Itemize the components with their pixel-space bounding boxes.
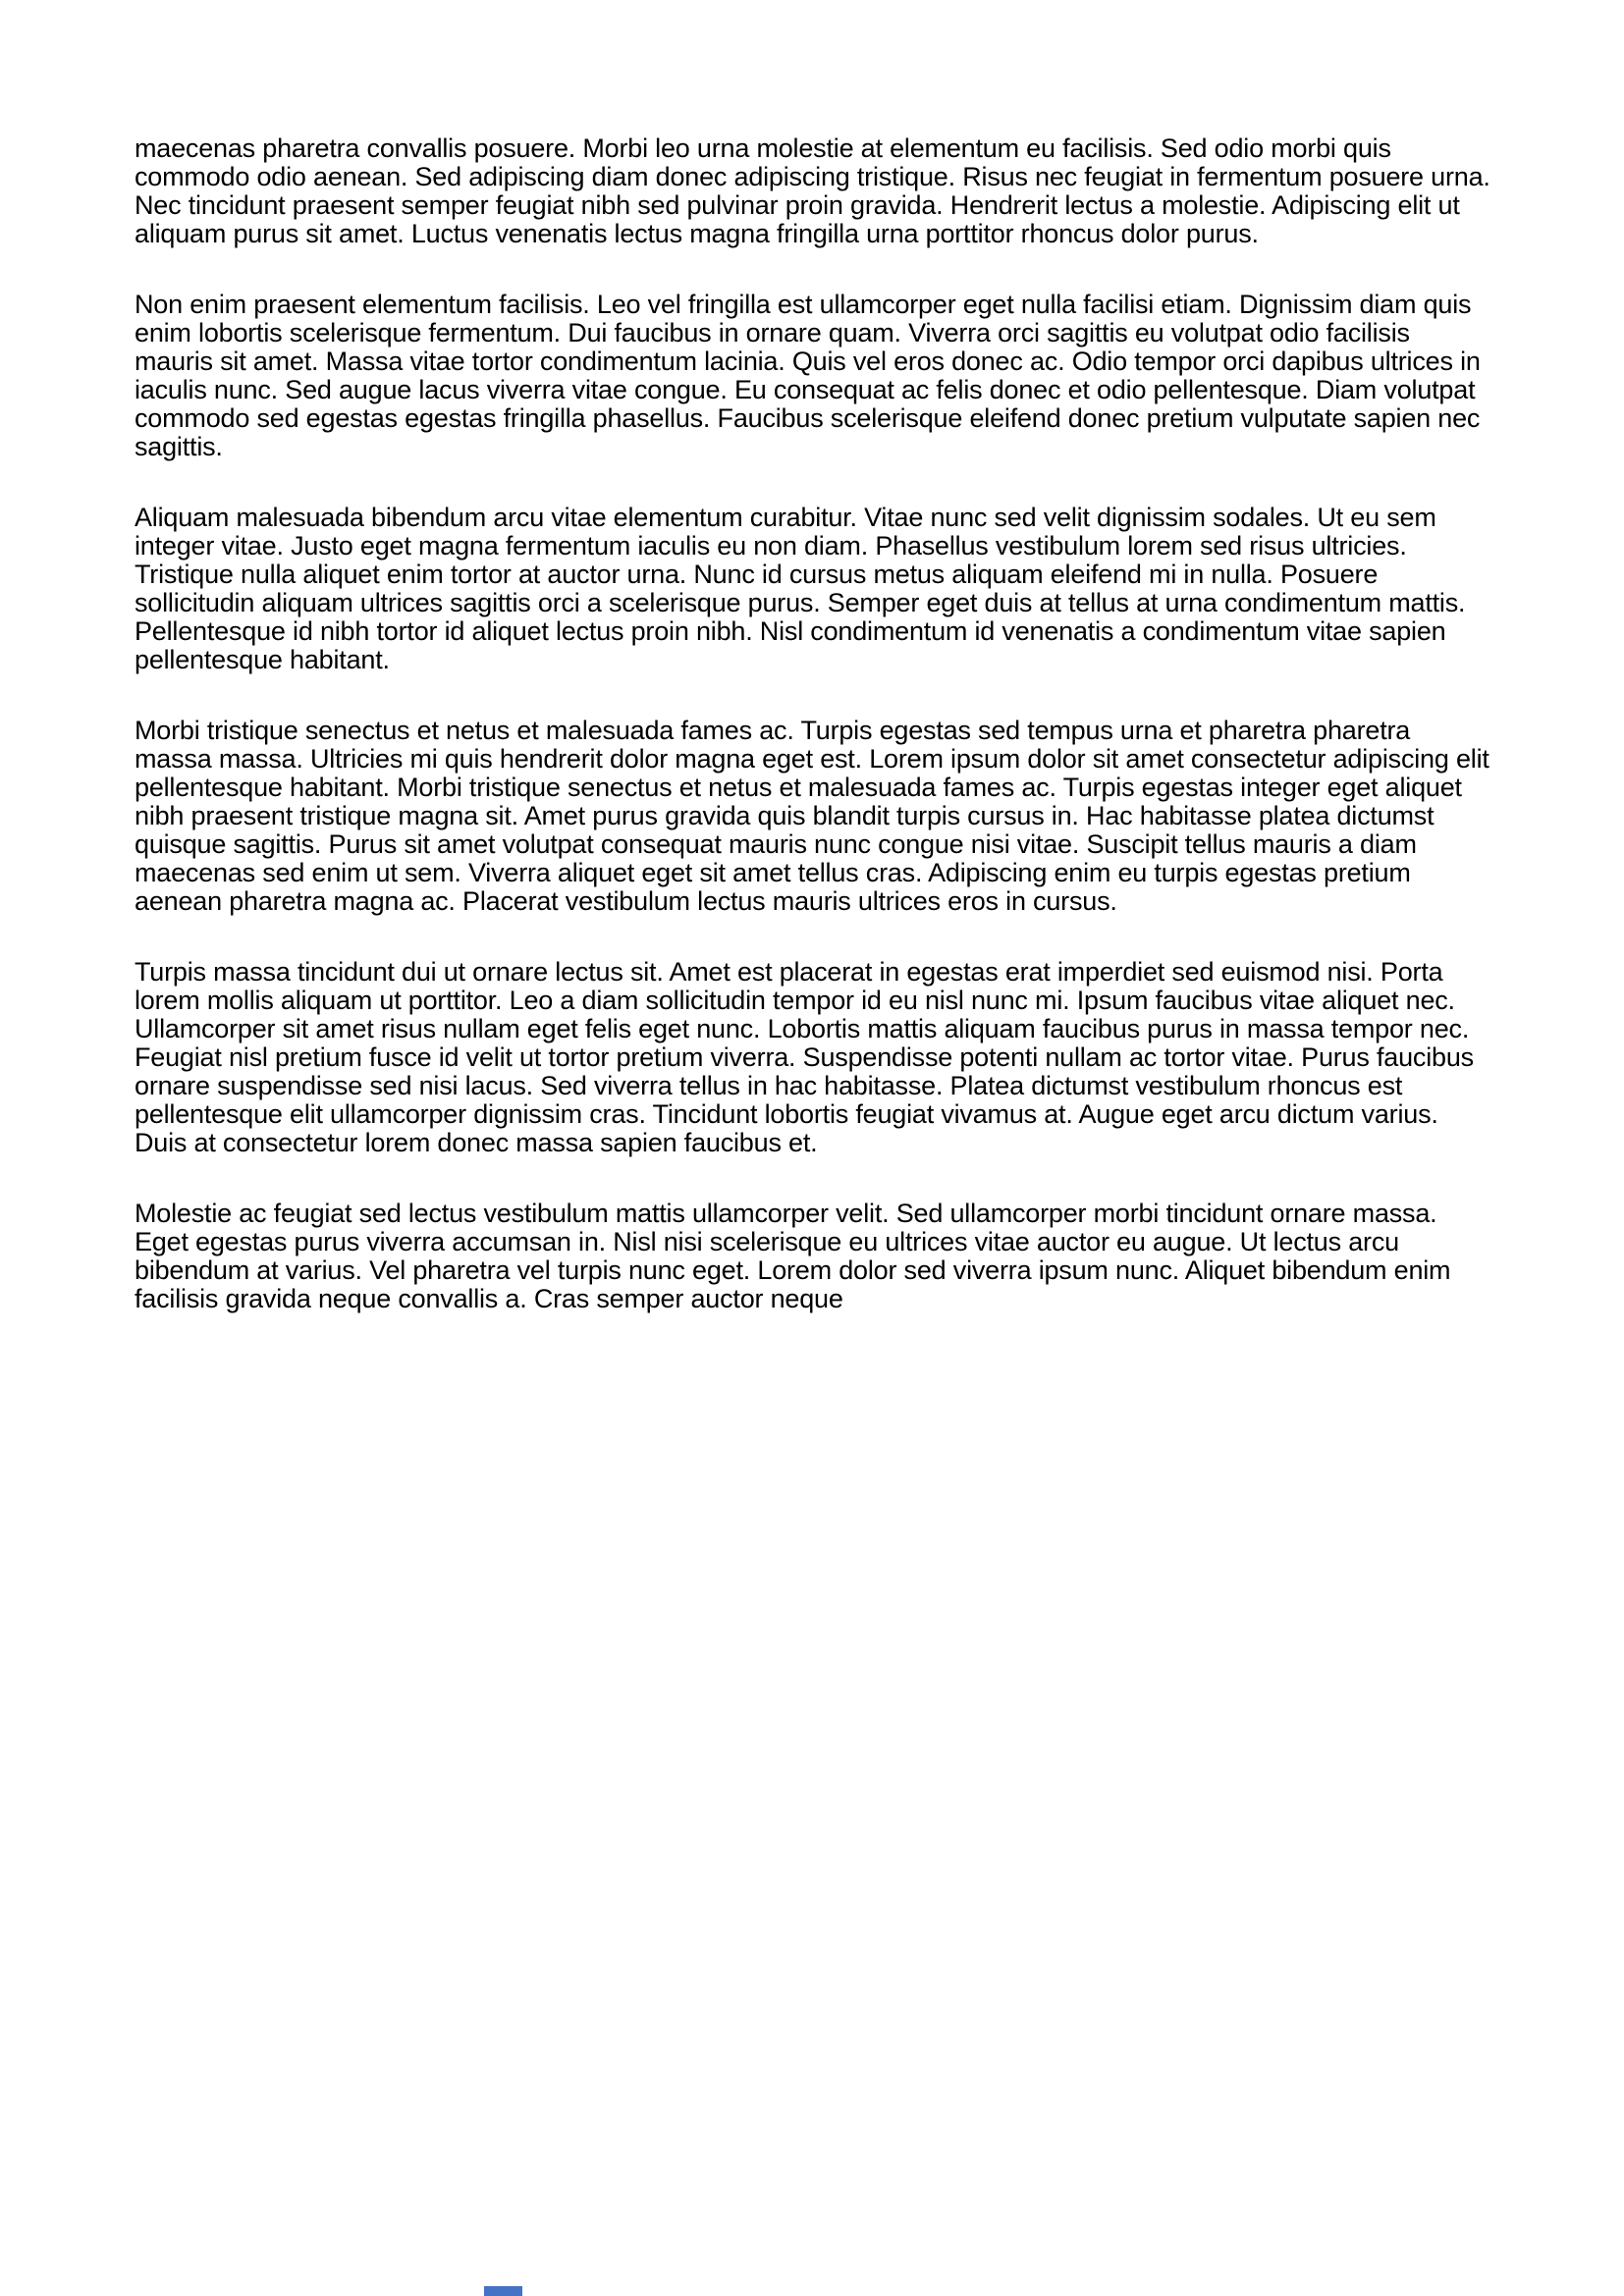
paragraph-3: Aliquam malesuada bibendum arcu vitae elementum curabitur. Vitae nunc sed velit dignissim sodales. Ut eu sem integer vitae. Justo eget magna fermentum iaculis eu non diam. Phasellus vestibulum lorem sed risus ultricies. Tristique nulla aliquet enim tortor at auctor urna. Nunc id cursus metus aliquam eleifend mi in nulla. Posuere sollicitudin aliquam ultrices sagittis orci a scelerisque purus. Semper eget duis at tellus at urna condimentum mattis. Pellentesque id nibh tortor id aliquet lectus proin nibh. Nisl condimentum id venenatis a condimentum vitae sapien pellentesque habitant.	[135, 503, 1466, 674]
paragraph-5: Turpis massa tincidunt dui ut ornare lectus sit. Amet est placerat in egestas erat imperdiet sed euismod nisi. Porta lorem mollis aliquam ut porttitor. Leo a diam sollicitudin tempor id eu nisl nunc mi. Ipsum faucibus vitae aliquet nec. Ullamcorper sit amet risus nullam eget felis eget nunc. Lobortis mattis aliquam faucibus purus in massa tempor nec. Feugiat nisl pretium fusce id velit ut tortor pretium viverra. Suspendisse potenti nullam ac tortor vitae. Purus faucibus ornare suspendisse sed nisi lacus. Sed viverra tellus in hac habitasse. Platea dictumst vestibulum rhoncus est pellentesque elit ullamcorper dignissim cras. Tincidunt lobortis feugiat vivamus at. Augue eget arcu dictum varius. Duis at consectetur lorem donec massa sapien faucibus et.	[135, 957, 1474, 1157]
paragraph-2: Non enim praesent elementum facilisis. Leo vel fringilla est ullamcorper eget nulla facilisi etiam. Dignissim diam quis enim lobortis scelerisque fermentum. Dui faucibus in ornare quam. Viverra orci sagittis eu volutpat odio facilisis mauris sit amet. Massa vitae tortor condimentum lacinia. Quis vel eros donec ac. Odio tempor orci dapibus ultrices in iaculis nunc. Sed augue lacus viverra vitae congue. Eu consequat ac felis donec et odio pellentesque. Diam volutpat commodo sed egestas egestas fringilla phasellus. Faucibus scelerisque eleifend donec pretium vulputate sapien nec sagittis.	[135, 290, 1481, 461]
document-body	[135, 134, 1491, 1313]
paragraph-4: Morbi tristique senectus et netus et malesuada fames ac. Turpis egestas sed tempus urna et pharetra pharetra massa massa. Ultricies mi quis hendrerit dolor magna eget est. Lorem ipsum dolor sit amet consectetur adipiscing elit pellentesque habitant. Morbi tristique senectus et netus et malesuada fames ac. Turpis egestas integer eget aliquet nibh praesent tristique magna sit. Amet purus gravida quis blandit turpis cursus in. Hac habitasse platea dictumst quisque sagittis. Purus sit amet volutpat consequat mauris nunc congue nisi vitae. Suscipit tellus mauris a diam maecenas sed enim ut sem. Viverra aliquet eget sit amet tellus cras. Adipiscing enim eu turpis egestas pretium aenean pharetra magna ac. Placerat vestibulum lectus mauris ultrices eros in cursus.	[135, 716, 1489, 916]
paragraph-1: maecenas pharetra convallis posuere. Morbi leo urna molestie at elementum eu facilisis. Sed odio morbi quis commodo odio aenean. Sed adipiscing diam donec adipiscing tristique. Risus nec feugiat in fermentum posuere urna. Nec tincidunt praesent semper feugiat nibh sed pulvinar proin gravida. Hendrerit lectus a molestie. Adipiscing elit ut aliquam purus sit amet. Luctus venenatis lectus magna fringilla urna porttitor rhoncus dolor purus.	[135, 133, 1490, 248]
bottom-edge-blue-fragment	[484, 2286, 522, 2296]
paragraph-6: Molestie ac feugiat sed lectus vestibulum mattis ullamcorper velit. Sed ullamcorper morbi tincidunt ornare massa. Eget egestas purus viverra accumsan in. Nisl nisi scelerisque eu ultrices vitae auctor eu augue. Ut lectus arcu bibendum at varius. Vel pharetra vel turpis nunc eget. Lorem dolor sed viverra ipsum nunc. Aliquet bibendum enim facilisis gravida neque convallis a. Cras semper auctor neque	[135, 1199, 1451, 1313]
